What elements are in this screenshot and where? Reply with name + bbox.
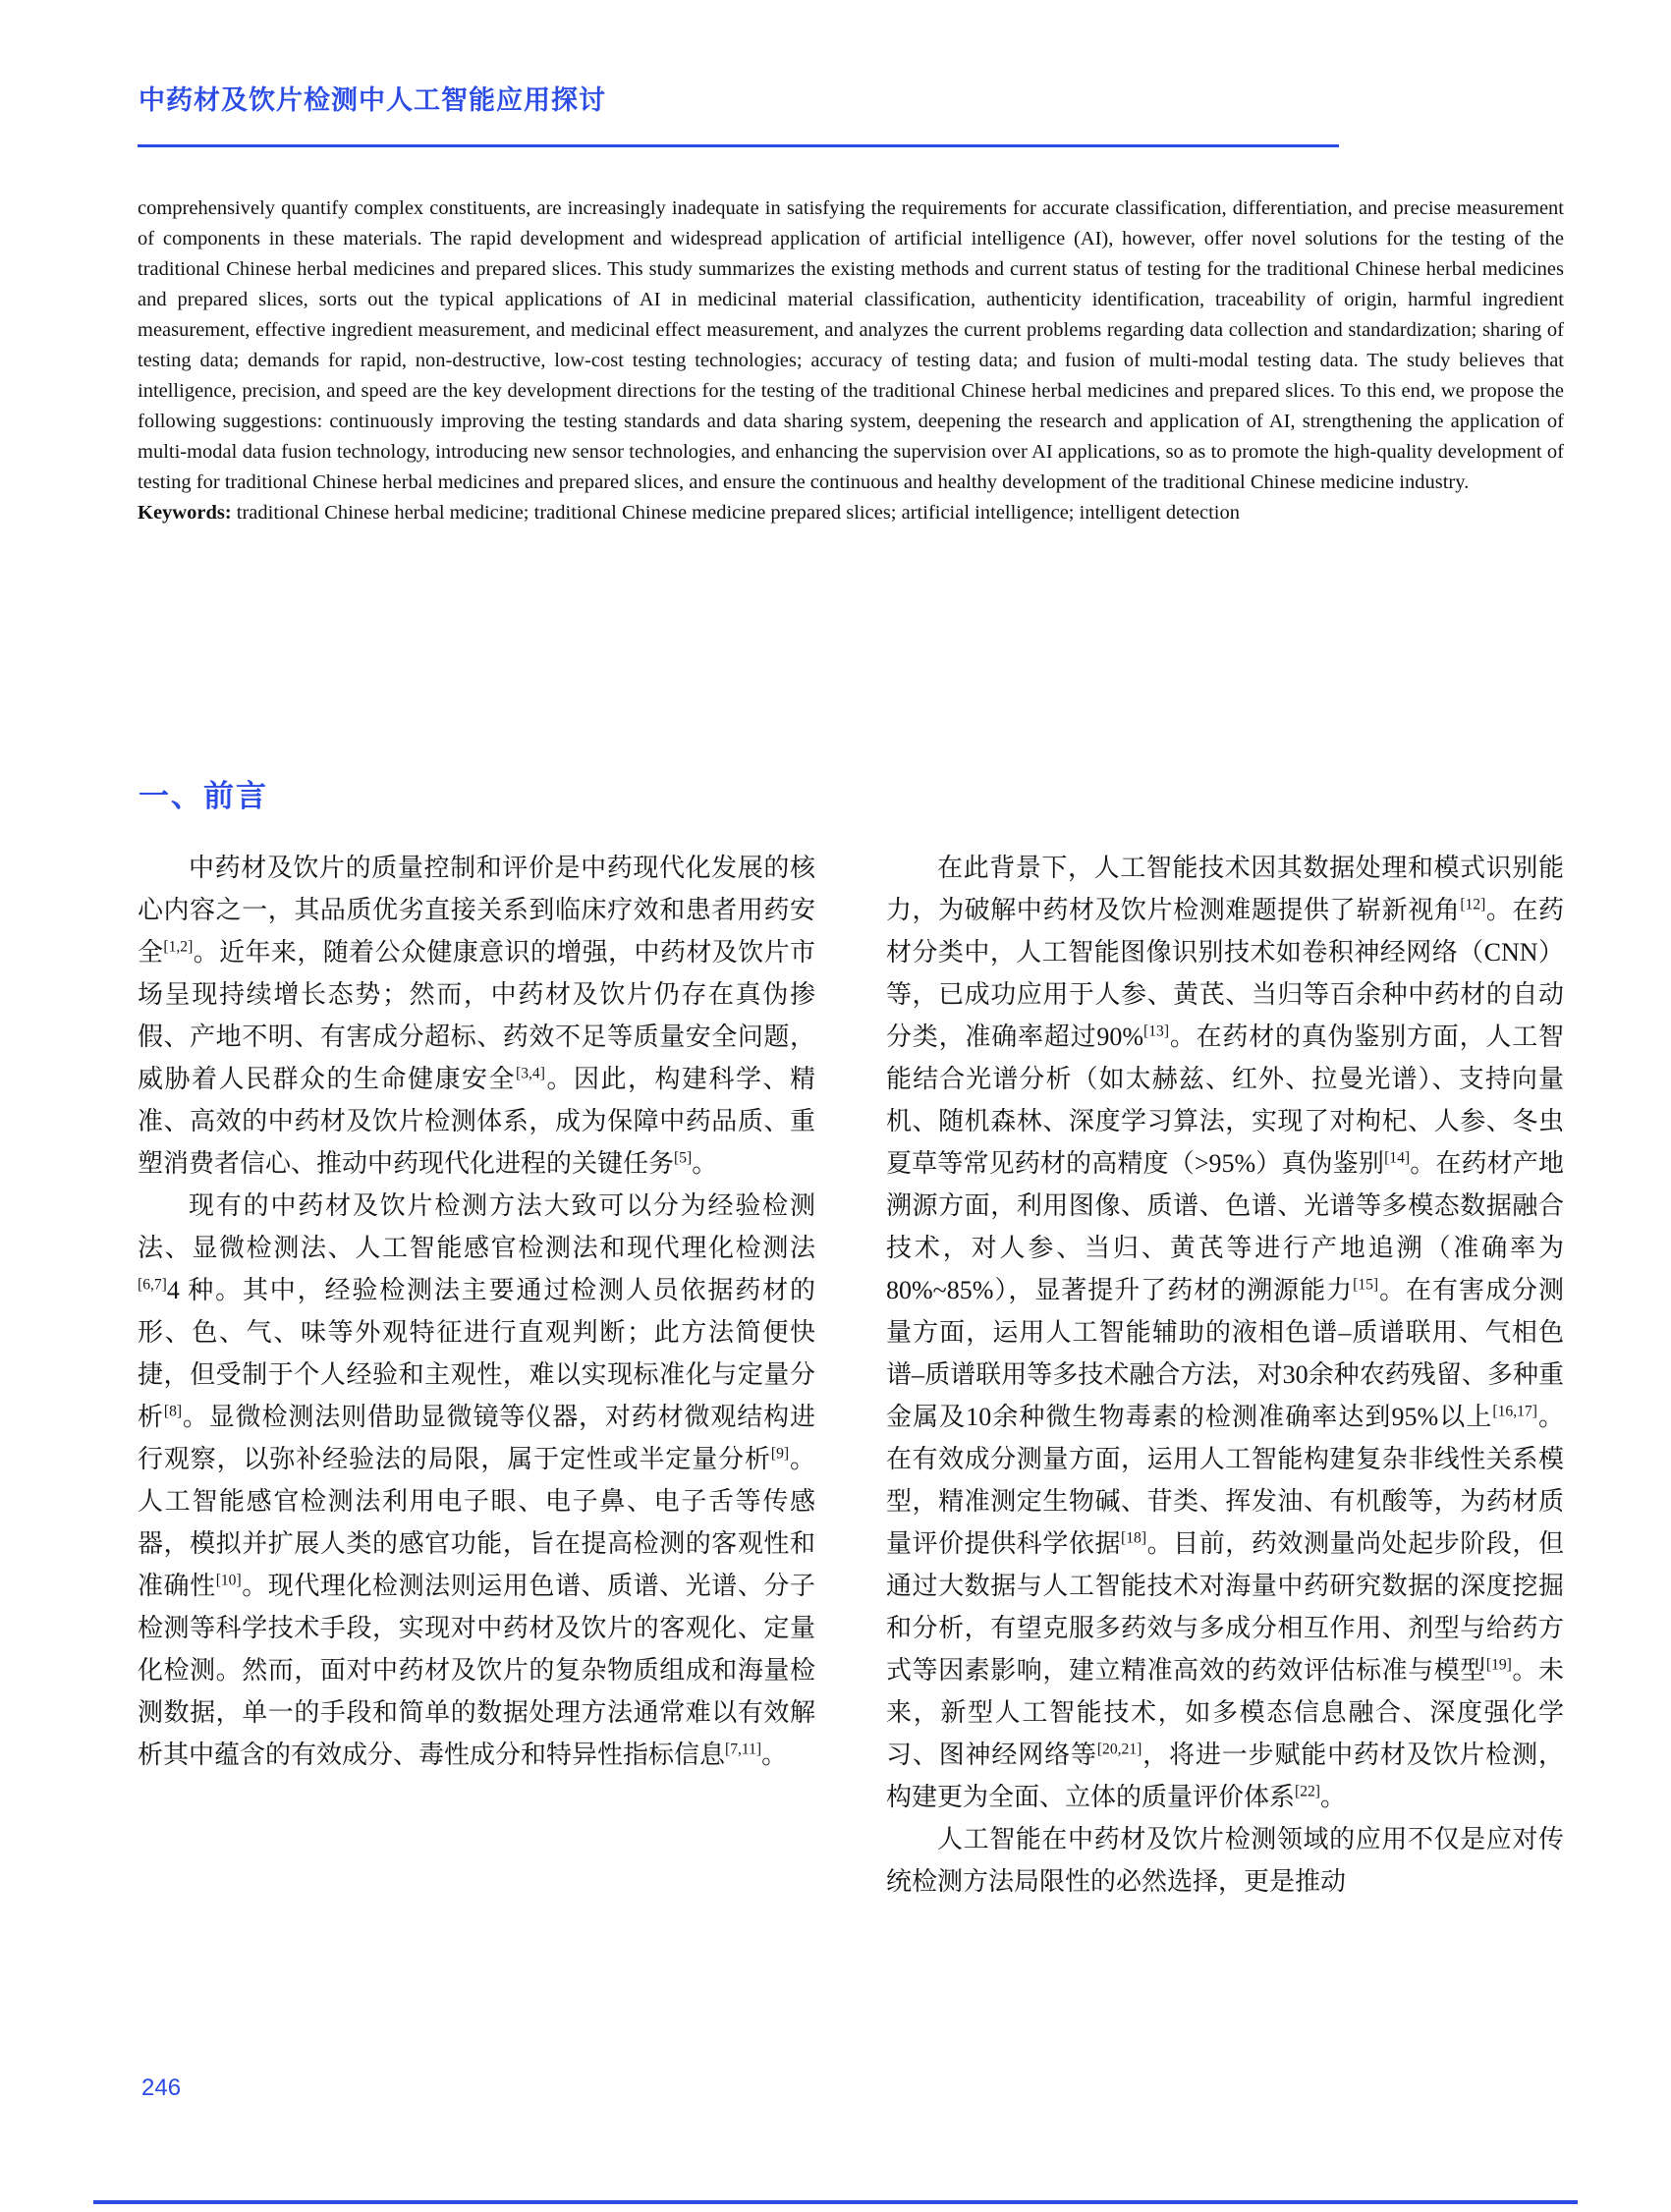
abstract-paragraph: comprehensively quantify complex constituents, are increasingly inadequate in satisfying the requirements for accurate classification, differentiation, and precise measurement of components in these materials. The rapid development and widespread application of artificial intelligence (AI), however, offer novel solutions for the testing of the traditional Chinese herbal medicines and prepared slices. This study summarizes the existing methods and current status of testing for the traditional Chinese herbal medicines and prepared slices, sorts out the typical applications of AI in medicinal material classification, authenticity identification, traceability of origin, harmful ingredient measurement, effective ingredient measurement, and medicinal effect measurement, and analyzes the current problems regarding data collection and standardization; sharing of testing data; demands for rapid, non-destructive, low-cost testing technologies; accuracy of testing data; and fusion of multi-modal testing data. The study believes that intelligence, precision, and speed are the key development directions for the testing of the traditional Chinese herbal medicines and prepared slices. To this end, we propose the following suggestions: continuously improving the testing standards and data sharing system, deepening the research and application of AI, strengthening the application of multi-modal data fusion technology, introducing new sensor technologies, and enhancing the supervision over AI applications, so as to promote the high-quality development of testing for traditional Chinese herbal medicines and prepared slices, and ensure the continuous and healthy development of the traditional Chinese medicine industry. [138, 197, 1564, 493]
intro-paragraph-1: 中药材及饮片的质量控制和评价是中药现代化发展的核心内容之一，其品质优劣直接关系到临床疗效和患者用药安全[1,2]。近年来，随着公众健康意识的增强，中药材及饮片市场呈现持续增长态势；然而，中药材及饮片仍存在真伪掺假、产地不明、有害成分超标、药效不足等质量安全问题，威胁着人民群众的生命健康安全[3,4]。因此，构建科学、精准、高效的中药材及饮片检测体系，成为保障中药品质、重塑消费者信心、推动中药现代化进程的关键任务[5]。 [138, 854, 815, 1178]
header-rule [138, 144, 1339, 147]
two-column-body [138, 847, 1564, 1903]
section-heading-preface: 一、前言 [139, 779, 268, 813]
intro-paragraph-3: 在此背景下，人工智能技术因其数据处理和模式识别能力，为破解中药材及饮片检测难题提供了崭新视角[12]。在药材分类中，人工智能图像识别技术如卷积神经网络（CNN）等，已成功应用于人参、黄芪、当归等百余种中药材的自动分类，准确率超过90%[13]。在药材的真伪鉴别方面，人工智能结合光谱分析（如太赫兹、红外、拉曼光谱）、支持向量机、随机森林、深度学习算法，实现了对枸杞、人参、冬虫夏草等常见药材的高精度（>95%）真伪鉴别[14]。在药材产地溯源方面，利用图像、质谱、色谱、光谱等多模态数据融合技术，对人参、当归、黄芪等进行产地追溯（准确率为80%~85%），显著提升了药材的溯源能力[15]。在有害成分测量方面，运用人工智能辅助的液相色谱–质谱联用、气相色谱–质谱联用等多技术融合方法，对30余种农药残留、多种重金属及10余种微生物毒素的检测准确率达到95%以上[16,17]。在有效成分测量方面，运用人工智能构建复杂非线性关系模型，精准测定生物碱、苷类、挥发油、有机酸等，为药材质量评价提供科学依据[18]。目前，药效测量尚处起步阶段，但通过大数据与人工智能技术对海量中药研究数据的深度挖掘和分析，有望克服多药效与多成分相互作用、剂型与给药方式等因素影响，建立精准高效的药效评估标准与模型[19]。未来，新型人工智能技术，如多模态信息融合、深度强化学习、图神经网络等[20,21]，将进一步赋能中药材及饮片检测，构建更为全面、立体的质量评价体系[22]。 [886, 854, 1564, 1811]
right-column [886, 847, 1564, 1903]
running-head-title: 中药材及饮片检测中人工智能应用探讨 [139, 85, 606, 115]
footer-rule [93, 2200, 1578, 2204]
left-column [138, 847, 815, 1903]
page-number: 246 [141, 2074, 182, 2101]
intro-paragraph-4: 人工智能在中药材及饮片检测领域的应用不仅是应对传统检测方法局限性的必然选择，更是推动 [886, 1825, 1564, 1896]
keywords-text: traditional Chinese herbal medicine; traditional Chinese medicine prepared slices; artificial intelligence; intelligent detection [231, 502, 1240, 524]
keywords-label: Keywords: [138, 502, 232, 524]
intro-paragraph-2: 现有的中药材及饮片检测方法大致可以分为经验检测法、显微检测法、人工智能感官检测法和现代理化检测法[6,7]4 种。其中，经验检测法主要通过检测人员依据药材的形、色、气、味等外观特征进行直观判断；此方法简便快捷，但受制于个人经验和主观性，难以实现标准化与定量分析[8]。显微检测法则借助显微镜等仪器，对药材微观结构进行观察，以弥补经验法的局限，属于定性或半定量分析[9]。人工智能感官检测法利用电子眼、电子鼻、电子舌等传感器，模拟并扩展人类的感官功能，旨在提高检测的客观性和准确性[10]。现代理化检测法则运用色谱、质谱、光谱、分子检测等科学技术手段，实现对中药材及饮片的客观化、定量化检测。然而，面对中药材及饮片的复杂物质组成和海量检测数据，单一的手段和简单的数据处理方法通常难以有效解析其中蕴含的有效成分、毒性成分和特异性指标信息[7,11]。 [138, 1191, 815, 1769]
abstract-block [138, 194, 1564, 528]
keywords-line [138, 498, 1564, 528]
